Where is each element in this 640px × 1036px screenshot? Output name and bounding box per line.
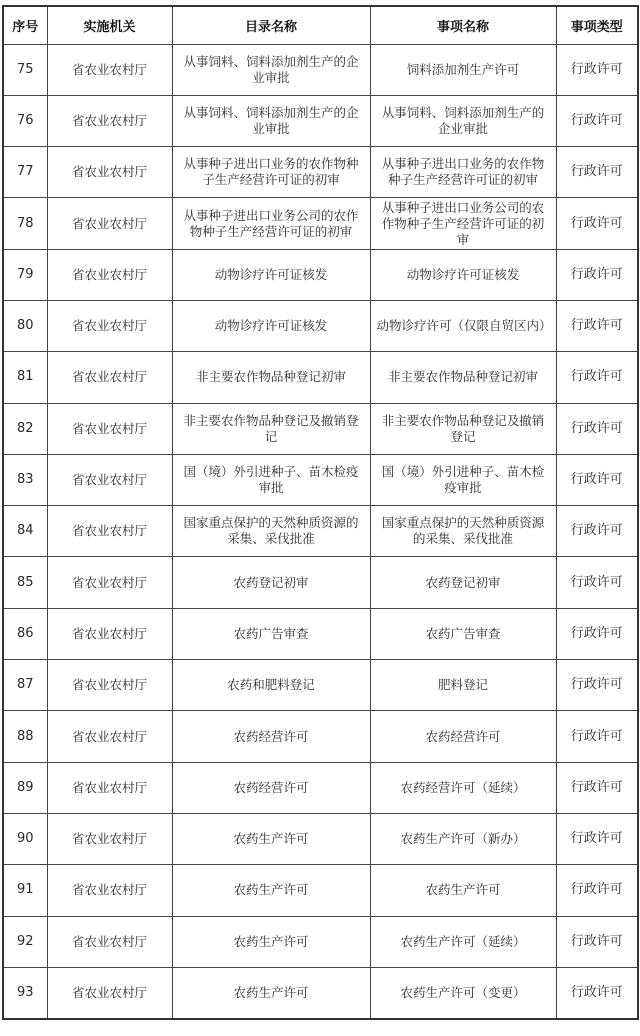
cell-agency: 省农业农村厅: [47, 711, 172, 762]
cell-catalog: 农药登记初审: [172, 557, 370, 608]
cell-agency: 省农业农村厅: [47, 44, 172, 95]
cell-catalog: 农药生产许可: [172, 865, 370, 916]
cell-item: 动物诊疗许可证核发: [370, 249, 556, 300]
cell-type: 行政许可: [556, 660, 638, 711]
cell-type: 行政许可: [556, 403, 638, 454]
header-type: 事项类型: [556, 6, 638, 44]
table-body: [3, 44, 638, 1019]
cell-item: 肥料登记: [370, 660, 556, 711]
cell-catalog: 农药广告审查: [172, 608, 370, 659]
header-agency: 实施机关: [47, 6, 172, 44]
cell-no: 90: [3, 813, 47, 864]
table-row: [3, 865, 638, 916]
cell-type: 行政许可: [556, 865, 638, 916]
cell-no: 92: [3, 916, 47, 967]
cell-catalog: 从事种子进出口业务的农作物种子生产经营许可证的初审: [172, 147, 370, 198]
header-row: [3, 6, 638, 44]
cell-catalog: 国（境）外引进种子、苗木检疫审批: [172, 454, 370, 505]
cell-item: 饲料添加剂生产许可: [370, 44, 556, 95]
cell-catalog: 非主要农作物品种登记及撤销登记: [172, 403, 370, 454]
cell-catalog: 从事饲料、饲料添加剂生产的企业审批: [172, 44, 370, 95]
table-row: [3, 352, 638, 403]
cell-agency: 省农业农村厅: [47, 454, 172, 505]
cell-no: 87: [3, 660, 47, 711]
table-row: [3, 608, 638, 659]
cell-item: 非主要农作物品种登记初审: [370, 352, 556, 403]
cell-item: 农药生产许可（变更）: [370, 967, 556, 1018]
cell-type: 行政许可: [556, 95, 638, 146]
cell-catalog: 国家重点保护的天然种质资源的采集、采伐批准: [172, 506, 370, 557]
cell-type: 行政许可: [556, 352, 638, 403]
table-row: [3, 147, 638, 198]
cell-type: 行政许可: [556, 300, 638, 351]
table-row: [3, 454, 638, 505]
header-catalog: 目录名称: [172, 6, 370, 44]
table-row: [3, 198, 638, 249]
cell-item: 非主要农作物品种登记及撤销登记: [370, 403, 556, 454]
cell-no: 77: [3, 147, 47, 198]
cell-agency: 省农业农村厅: [47, 506, 172, 557]
cell-type: 行政许可: [556, 147, 638, 198]
items-table: [2, 5, 639, 1020]
header-item: 事项名称: [370, 6, 556, 44]
cell-agency: 省农业农村厅: [47, 198, 172, 249]
cell-agency: 省农业农村厅: [47, 813, 172, 864]
cell-type: 行政许可: [556, 249, 638, 300]
cell-no: 81: [3, 352, 47, 403]
cell-item: 农药登记初审: [370, 557, 556, 608]
cell-type: 行政许可: [556, 813, 638, 864]
cell-agency: 省农业农村厅: [47, 352, 172, 403]
cell-catalog: 农药生产许可: [172, 813, 370, 864]
cell-type: 行政许可: [556, 608, 638, 659]
cell-type: 行政许可: [556, 762, 638, 813]
cell-catalog: 农药经营许可: [172, 762, 370, 813]
cell-agency: 省农业农村厅: [47, 608, 172, 659]
table-row: [3, 762, 638, 813]
cell-no: 76: [3, 95, 47, 146]
table-row: [3, 916, 638, 967]
cell-agency: 省农业农村厅: [47, 249, 172, 300]
cell-no: 89: [3, 762, 47, 813]
table-row: [3, 557, 638, 608]
cell-item: 农药生产许可（延续）: [370, 916, 556, 967]
cell-no: 85: [3, 557, 47, 608]
cell-catalog: 农药生产许可: [172, 916, 370, 967]
cell-type: 行政许可: [556, 506, 638, 557]
cell-item: 农药经营许可: [370, 711, 556, 762]
cell-catalog: 非主要农作物品种登记初审: [172, 352, 370, 403]
cell-item: 农药经营许可（延续）: [370, 762, 556, 813]
cell-agency: 省农业农村厅: [47, 95, 172, 146]
cell-no: 93: [3, 967, 47, 1018]
table-row: [3, 95, 638, 146]
cell-agency: 省农业农村厅: [47, 300, 172, 351]
cell-catalog: 动物诊疗许可证核发: [172, 249, 370, 300]
cell-no: 88: [3, 711, 47, 762]
table-row: [3, 660, 638, 711]
cell-type: 行政许可: [556, 967, 638, 1018]
cell-agency: 省农业农村厅: [47, 916, 172, 967]
cell-agency: 省农业农村厅: [47, 557, 172, 608]
table-row: [3, 506, 638, 557]
table-row: [3, 300, 638, 351]
cell-catalog: 从事饲料、饲料添加剂生产的企业审批: [172, 95, 370, 146]
cell-no: 86: [3, 608, 47, 659]
cell-item: 从事种子进出口业务的农作物种子生产经营许可证的初审: [370, 147, 556, 198]
cell-item: 农药生产许可: [370, 865, 556, 916]
cell-catalog: 动物诊疗许可证核发: [172, 300, 370, 351]
cell-no: 83: [3, 454, 47, 505]
cell-catalog: 农药经营许可: [172, 711, 370, 762]
table-row: [3, 711, 638, 762]
table-row: [3, 967, 638, 1018]
cell-type: 行政许可: [556, 557, 638, 608]
cell-agency: 省农业农村厅: [47, 660, 172, 711]
table-row: [3, 813, 638, 864]
cell-item: 从事种子进出口业务公司的农作物种子生产经营许可证的初审: [370, 198, 556, 249]
cell-catalog: 农药和肥料登记: [172, 660, 370, 711]
table-row: [3, 44, 638, 95]
cell-catalog: 从事种子进出口业务公司的农作物种子生产经营许可证的初审: [172, 198, 370, 249]
table-row: [3, 403, 638, 454]
table-row: [3, 249, 638, 300]
cell-no: 78: [3, 198, 47, 249]
cell-no: 79: [3, 249, 47, 300]
cell-item: 动物诊疗许可（仅限自贸区内）: [370, 300, 556, 351]
cell-no: 82: [3, 403, 47, 454]
cell-no: 91: [3, 865, 47, 916]
cell-no: 75: [3, 44, 47, 95]
cell-item: 国家重点保护的天然种质资源的采集、采伐批准: [370, 506, 556, 557]
cell-type: 行政许可: [556, 198, 638, 249]
cell-type: 行政许可: [556, 916, 638, 967]
cell-item: 农药生产许可（新办）: [370, 813, 556, 864]
cell-item: 从事饲料、饲料添加剂生产的企业审批: [370, 95, 556, 146]
cell-agency: 省农业农村厅: [47, 865, 172, 916]
cell-agency: 省农业农村厅: [47, 762, 172, 813]
cell-agency: 省农业农村厅: [47, 967, 172, 1018]
cell-type: 行政许可: [556, 711, 638, 762]
cell-item: 国（境）外引进种子、苗木检疫审批: [370, 454, 556, 505]
header-no: 序号: [3, 6, 47, 44]
cell-no: 80: [3, 300, 47, 351]
cell-no: 84: [3, 506, 47, 557]
cell-agency: 省农业农村厅: [47, 147, 172, 198]
cell-item: 农药广告审查: [370, 608, 556, 659]
cell-type: 行政许可: [556, 454, 638, 505]
cell-agency: 省农业农村厅: [47, 403, 172, 454]
cell-type: 行政许可: [556, 44, 638, 95]
cell-catalog: 农药生产许可: [172, 967, 370, 1018]
table-header: [3, 6, 638, 44]
